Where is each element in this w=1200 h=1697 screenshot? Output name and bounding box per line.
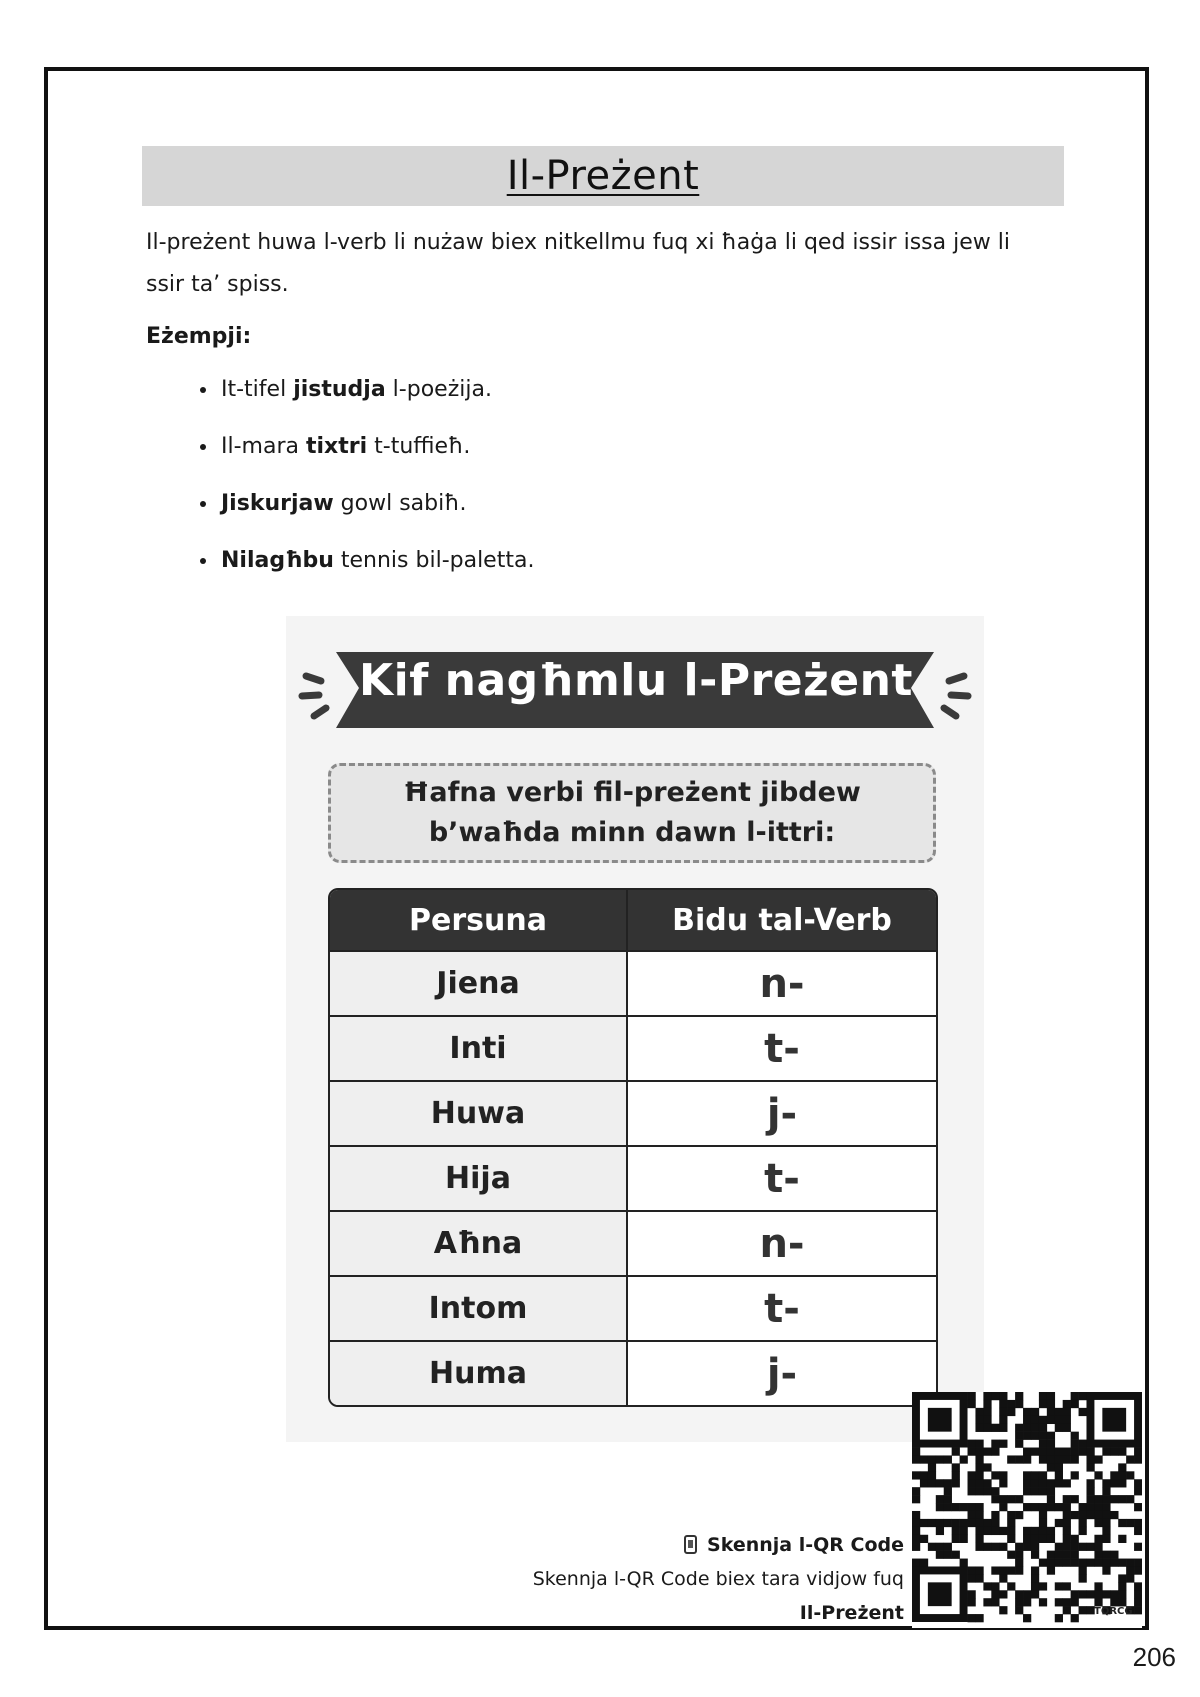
page-title: Il-Preżent (506, 153, 700, 199)
example-text: Il-mara (221, 434, 306, 459)
table-header-row (330, 890, 936, 950)
table-row (330, 950, 936, 1015)
title-bar (142, 146, 1064, 206)
list-item (219, 489, 534, 546)
banner-title: Kif nagħmlu l-Preżent (359, 655, 913, 706)
header-persuna: Persuna (330, 890, 628, 950)
table-row (330, 1210, 936, 1275)
example-verb: jistudja (293, 377, 386, 402)
prefix-cell: j- (628, 1340, 936, 1405)
example-text: gowl sabiħ. (333, 491, 467, 516)
persuna-cell: Inti (330, 1015, 628, 1080)
qr-heading-text: Skennja l-QR Code (707, 1534, 904, 1556)
list-item (219, 432, 534, 489)
table-row (330, 1145, 936, 1210)
table-row (330, 1015, 936, 1080)
persuna-cell: Intom (330, 1275, 628, 1340)
note-text: Ħafna verbi fil-preżent jibdew b’waħda minn dawn l-ittri: (403, 777, 861, 848)
qr-mark: TQRCG (1094, 1606, 1133, 1617)
example-text: l-poeżija. (385, 377, 492, 402)
infographic (286, 616, 984, 1442)
persuna-cell: Jiena (330, 950, 628, 1015)
qr-line: Skennja l-QR Code biex tara vidjow fuq (532, 1568, 904, 1590)
prefix-cell: j- (628, 1080, 936, 1145)
example-verb: Jiskurjaw (221, 491, 334, 516)
example-verb: tixtri (305, 434, 368, 459)
prefix-cell: n- (628, 950, 936, 1015)
persuna-cell: Hija (330, 1145, 628, 1210)
example-text: tennis bil-paletta. (333, 548, 535, 573)
qr-code[interactable] (912, 1392, 1142, 1628)
table-row (330, 1275, 936, 1340)
qr-heading (533, 1528, 904, 1562)
qr-subject: Il-Preżent (799, 1602, 904, 1624)
intro-paragraph: Il-preżent huwa l-verb li nużaw biex nitkellmu fuq xi ħaġa li qed issir issa jew li ssir ta’ spiss. (146, 230, 1010, 297)
left-sparkle-icon (302, 676, 326, 716)
table-row (330, 1080, 936, 1145)
table-row (330, 1340, 936, 1405)
note-box (328, 763, 936, 863)
examples-list (174, 375, 534, 603)
right-sparkle-icon (944, 676, 968, 716)
persuna-cell: Huma (330, 1340, 628, 1405)
example-text: It-tifel (221, 377, 294, 402)
prefix-cell: t- (628, 1275, 936, 1340)
example-verb: Nilagħbu (221, 548, 334, 573)
qr-code-icon (912, 1392, 1142, 1628)
examples-label: Eżempji: (146, 324, 252, 349)
page-number: 206 (1132, 1642, 1176, 1672)
list-item (219, 546, 534, 603)
example-text: t-tuffieħ. (367, 434, 471, 459)
list-item (219, 375, 534, 432)
persuna-cell: Huwa (330, 1080, 628, 1145)
persuna-cell: Aħna (330, 1210, 628, 1275)
prefix-cell: n- (628, 1210, 936, 1275)
prefix-cell: t- (628, 1015, 936, 1080)
prefix-cell: t- (628, 1145, 936, 1210)
phone-icon (684, 1535, 697, 1554)
qr-caption (533, 1528, 904, 1630)
header-bidu: Bidu tal-Verb (628, 890, 936, 950)
verb-prefix-table (328, 888, 938, 1407)
